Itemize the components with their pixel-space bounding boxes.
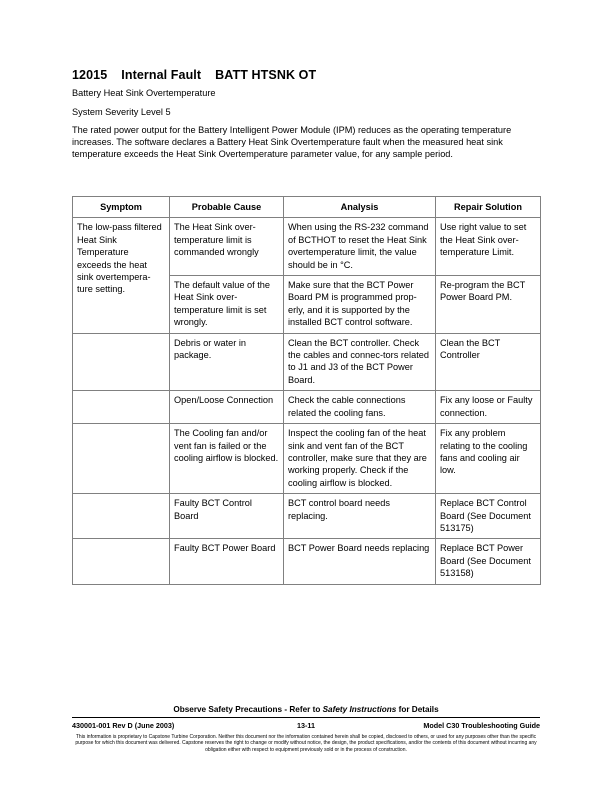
cause-cell: Faulty BCT Power Board bbox=[170, 539, 284, 584]
fault-id: BATT HTSNK OT bbox=[215, 68, 317, 82]
solution-cell: Replace BCT Power Board (See Document 513158) bbox=[436, 539, 541, 584]
fault-title bbox=[72, 68, 316, 82]
fault-subtitle: Battery Heat Sink Overtemperature bbox=[72, 88, 216, 98]
table-row bbox=[73, 539, 541, 584]
solution-cell: Re-program the BCT Power Board PM. bbox=[436, 276, 541, 334]
document-number: 430001-001 Rev D (June 2003) bbox=[72, 721, 175, 730]
table-row bbox=[73, 424, 541, 494]
fault-code: 12015 bbox=[72, 68, 108, 82]
fault-name: Internal Fault bbox=[121, 68, 202, 82]
cause-cell: The Heat Sink over-temperature limit is commanded wrongly bbox=[170, 218, 284, 276]
empty-symptom-cell bbox=[73, 494, 170, 539]
cause-cell: The Cooling fan and/or vent fan is failed or the cooling airflow is blocked. bbox=[170, 424, 284, 494]
table-row bbox=[73, 218, 541, 276]
safety-note-prefix: Observe Safety Precautions - Refer to bbox=[173, 705, 323, 714]
safety-note-suffix: for Details bbox=[396, 705, 439, 714]
page-number: 13-11 bbox=[297, 721, 315, 730]
footer-divider bbox=[72, 717, 540, 718]
table-row bbox=[73, 494, 541, 539]
troubleshooting-table bbox=[72, 196, 541, 585]
empty-symptom-cell bbox=[73, 391, 170, 424]
table-header-row bbox=[73, 197, 541, 218]
header-symptom: Symptom bbox=[73, 197, 170, 218]
solution-cell: Clean the BCT Controller bbox=[436, 333, 541, 391]
severity-level: System Severity Level 5 bbox=[72, 107, 171, 117]
solution-cell: Fix any loose or Faulty connection. bbox=[436, 391, 541, 424]
analysis-cell: Make sure that the BCT Power Board PM is programmed prop-erly, and it is supported by the installed BCT control software. bbox=[284, 276, 436, 334]
cause-cell: Open/Loose Connection bbox=[170, 391, 284, 424]
empty-symptom-cell bbox=[73, 539, 170, 584]
solution-cell: Replace BCT Control Board (See Document 513175) bbox=[436, 494, 541, 539]
solution-cell: Fix any problem relating to the cooling fans and cooling air low. bbox=[436, 424, 541, 494]
analysis-cell: Clean the BCT controller. Check the cables and connec-tors related to J1 and J3 of the BCT Power Board. bbox=[284, 333, 436, 391]
analysis-cell: Inspect the cooling fan of the heat sink and vent fan of the BCT controller, make sure that they are working properly. Check if the cooling airflow is blocked. bbox=[284, 424, 436, 494]
header-probable-cause: Probable Cause bbox=[170, 197, 284, 218]
legal-notice: This information is proprietary to Capstone Turbine Corporation. Neither this document nor the information contained herein shall be copied, disclosed to others, or used for any purposes other than the specific purpose for which this document was delivered. Capstone reserves the right to change or modify without notice, the design, the product specifications, and/or the contents of this document without incurring any obligation either with respect to equipment previously sold or in the process of construction. bbox=[75, 734, 537, 753]
fault-description: The rated power output for the Battery Intelligent Power Module (IPM) reduces as the operating temperature increases. The software declares a Battery Heat Sink Overtemperature fault when the measured heat sink temperature exceeds the Heat Sink Overtemperature parameter value, for any sample period. bbox=[72, 125, 512, 159]
header-repair-solution: Repair Solution bbox=[436, 197, 541, 218]
cause-cell: Debris or water in package. bbox=[170, 333, 284, 391]
analysis-cell: BCT Power Board needs replacing bbox=[284, 539, 436, 584]
solution-cell: Use right value to set the Heat Sink over-temperature Limit. bbox=[436, 218, 541, 276]
cause-cell: The default value of the Heat Sink over-temperature limit is set wrongly. bbox=[170, 276, 284, 334]
guide-title: Model C30 Troubleshooting Guide bbox=[423, 721, 540, 730]
header-analysis: Analysis bbox=[284, 197, 436, 218]
table-row bbox=[73, 391, 541, 424]
safety-instructions-ref: Safety Instructions bbox=[322, 705, 397, 714]
empty-symptom-cell bbox=[73, 424, 170, 494]
table-row bbox=[73, 333, 541, 391]
analysis-cell: BCT control board needs replacing. bbox=[284, 494, 436, 539]
cause-cell: Faulty BCT Control Board bbox=[170, 494, 284, 539]
safety-note bbox=[0, 705, 612, 714]
analysis-cell: When using the RS-232 command of BCTHOT to reset the Heat Sink overtemperature limit, the value should be in °C. bbox=[284, 218, 436, 276]
analysis-cell: Check the cable connections related the cooling fans. bbox=[284, 391, 436, 424]
symptom-cell: The low-pass filtered Heat Sink Temperature exceeds the heat sink overtempera-ture setting. bbox=[73, 218, 170, 333]
empty-symptom-cell bbox=[73, 333, 170, 391]
